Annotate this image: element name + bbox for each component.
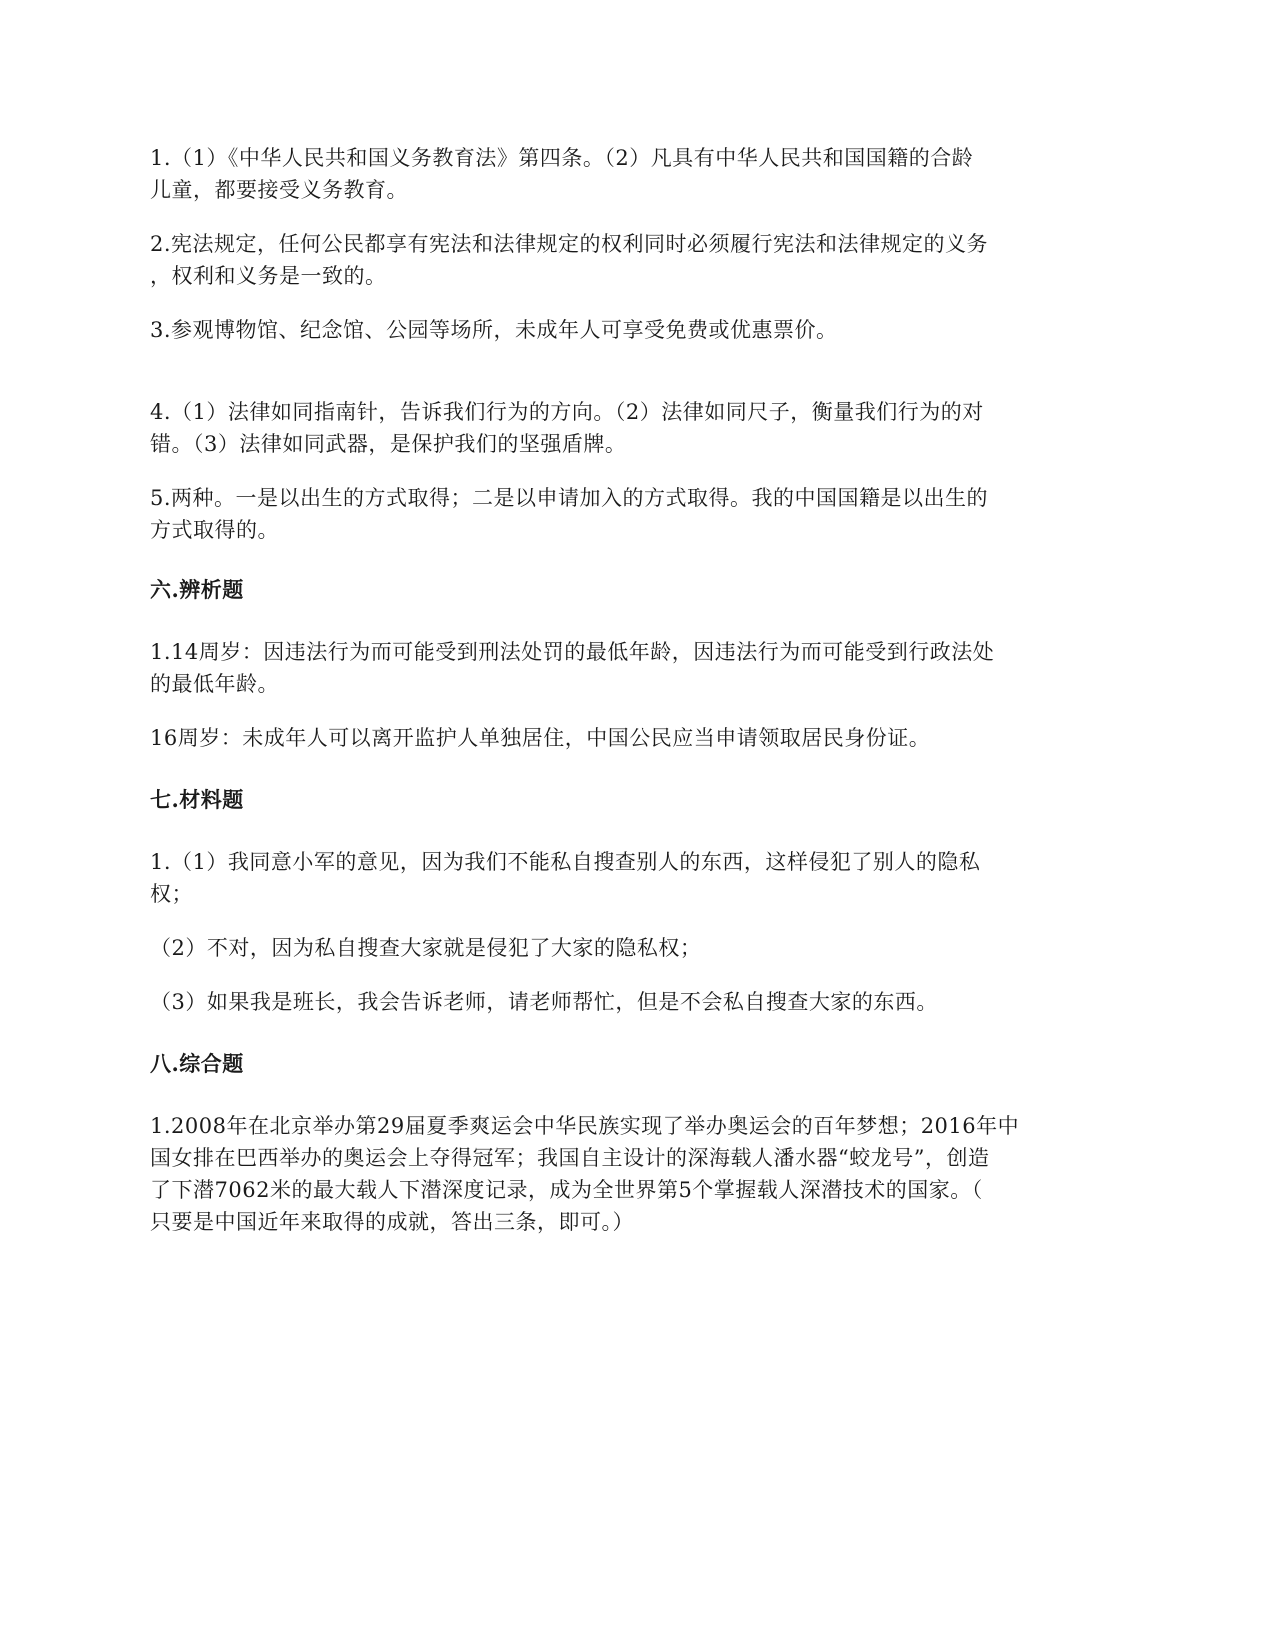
answer-7-2: [150, 932, 1125, 964]
answer-line: 1.14周岁：因违法行为而可能受到刑法处罚的最低年龄，因违法行为而可能受到行政法处: [150, 640, 995, 664]
answer-line: 1.（1）《中华人民共和国义务教育法》第四条。（2）凡具有中华人民共和国国籍的合龄: [150, 146, 974, 170]
answer-5-4: [150, 396, 1125, 460]
answer-line: 的最低年龄。: [150, 672, 279, 696]
answer-line: 了下潜7062米的最大载人下潜深度记录，成为全世界第5个掌握载人深潜技术的国家。（: [150, 1178, 983, 1202]
answer-6-2: [150, 722, 1125, 754]
answer-5-2: [150, 228, 1125, 292]
answer-line: ，权利和义务是一致的。: [150, 264, 387, 288]
answer-line: 国女排在巴西举办的奥运会上夺得冠军；我国自主设计的深海载人潘水器“蛟龙号”，创造: [150, 1146, 990, 1170]
answer-line: 3.参观博物馆、纪念馆、公园等场所，未成年人可享受免费或优惠票价。: [150, 318, 838, 342]
answer-8-1: [150, 1110, 1125, 1238]
section-heading-6: 六.辨析题: [150, 577, 244, 602]
answer-line: 1.2008年在北京举办第29届夏季爽运会中华民族实现了举办奥运会的百年梦想；2016年中: [150, 1114, 1020, 1138]
answer-5-1: [150, 142, 1125, 206]
answer-6-1: [150, 636, 1125, 700]
answer-line: 16周岁：未成年人可以离开监护人单独居住，中国公民应当申请领取居民身份证。: [150, 726, 931, 750]
answer-line: 4.（1）法律如同指南针，告诉我们行为的方向。（2）法律如同尺子，衡量我们行为的对: [150, 400, 984, 424]
answer-line: 只要是中国近年来取得的成就，答出三条，即可。）: [150, 1210, 634, 1234]
answer-5-3: [150, 314, 1125, 346]
answer-7-1: [150, 846, 1125, 910]
answer-line: 2.宪法规定，任何公民都享有宪法和法律规定的权利同时必须履行宪法和法律规定的义务: [150, 232, 989, 256]
answer-line: 权；: [150, 882, 193, 906]
answer-7-3: [150, 986, 1125, 1018]
answer-line: 5.两种。一是以出生的方式取得；二是以申请加入的方式取得。我的中国国籍是以出生的: [150, 486, 989, 510]
answer-line: （2）不对，因为私自搜查大家就是侵犯了大家的隐私权；: [150, 936, 702, 960]
section-heading-8: 八.综合题: [150, 1051, 244, 1076]
answer-line: 儿童，都要接受义务教育。: [150, 178, 408, 202]
answer-line: （3）如果我是班长，我会告诉老师，请老师帮忙，但是不会私自搜查大家的东西。: [150, 990, 938, 1014]
answer-line: 方式取得的。: [150, 518, 279, 542]
answer-line: 1.（1）我同意小军的意见，因为我们不能私自搜查别人的东西，这样侵犯了别人的隐私: [150, 850, 981, 874]
answer-5-5: [150, 482, 1125, 546]
answer-line: 错。（3）法律如同武器，是保护我们的坚强盾牌。: [150, 432, 627, 456]
section-heading-7: 七.材料题: [150, 787, 244, 812]
